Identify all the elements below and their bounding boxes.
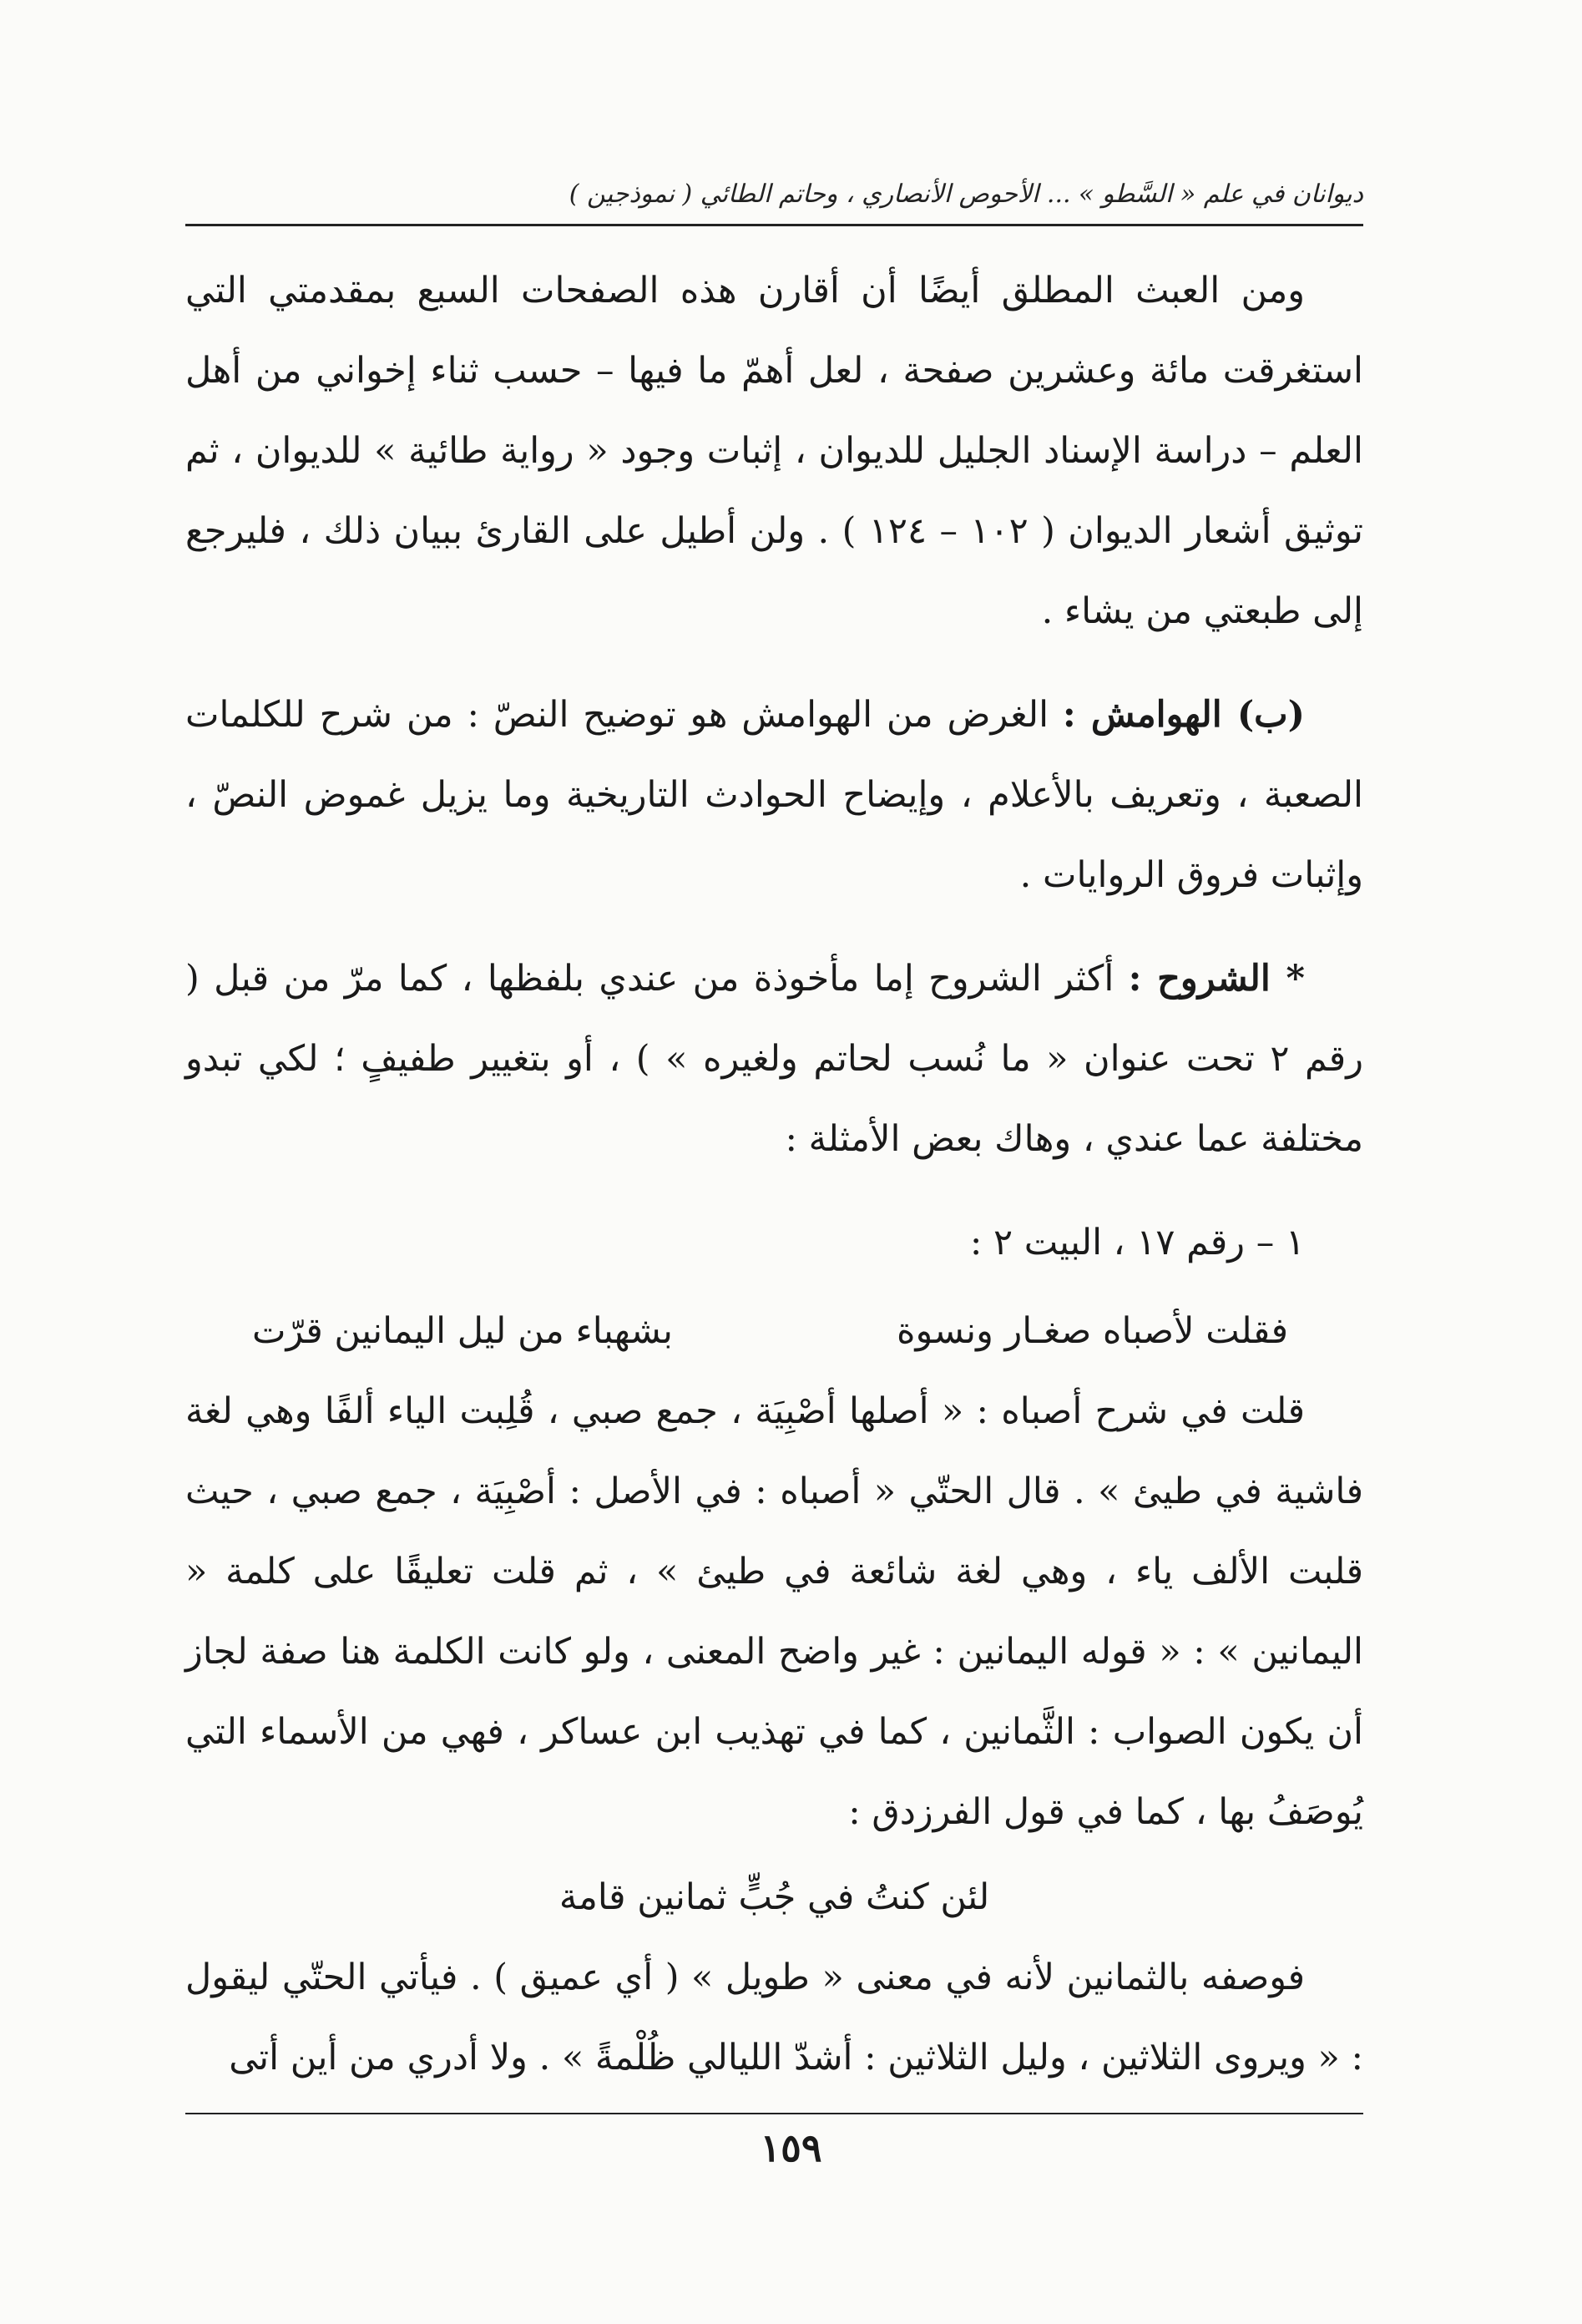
header-rule	[185, 224, 1363, 226]
section-heading-hawamish: (ب) الهوامش :	[1062, 694, 1305, 736]
verse-line	[185, 1291, 1363, 1371]
verse-hemistich-second: بشهباء من ليل اليمانين قرّت	[252, 1310, 673, 1352]
paragraph-3	[185, 939, 1363, 1179]
page-body	[185, 251, 1363, 2098]
verse-line-2: لئن كنتُ في جُبٍّ ثمانين قامة	[559, 1876, 990, 1918]
footer-rule	[185, 2113, 1363, 2114]
section-heading-shuruh: * الشروح :	[1128, 958, 1305, 1000]
running-head: ديوانان في علم « السَّطو » ... الأحوص الأنصاري ، وحاتم الطائي ( نموذجين )	[569, 180, 1363, 209]
paragraph-1: ومن العبث المطلق أيضًا أن أقارن هذه الصفحات السبع بمقدمتي التي استغرقت مائة وعشرين صفحة ، لعل أهمّ ما فيها – حسب ثناء إخواني من أهل العلم – دراسة الإسناد الجليل للديوان ، إثبات وجود « رواية طائية » للديوان ، ثم توثيق أشعار الديوان ( ١٠٢ – ١٢٤ ) . ولن أطيل على القارئ ببيان ذلك ، فليرجع إلى طبعتي من يشاء .	[185, 270, 1363, 632]
paragraph-2-text: الغرض من الهوامش هو توضيح النصّ : من شرح للكلمات الصعبة ، وتعريف بالأعلام ، وإيضاح الحوادث التاريخية وما يزيل غموض النصّ ، وإثبات فروق الروايات .	[185, 694, 1363, 896]
page-number: ١٥٩	[760, 2125, 822, 2170]
paragraph-5: فوصفه بالثمانين لأنه في معنى « طويل » ( أي عميق ) . فيأتي الحتّي ليقول : « ويروى الثلاثين ، وليل الثلاثين : أشدّ الليالي ظُلْمةً » . ولا أدري من أين أتى	[185, 1957, 1363, 2078]
example-label: ١ – رقم ١٧ ، البيت ٢ :	[969, 1222, 1305, 1263]
paragraph-3-text: أكثر الشروح إما مأخوذة من عندي بلفظها ، كما مرّ من قبل ( رقم ٢ تحت عنوان « ما نُسب لحاتم ولغيره » ) ، أو بتغيير طفيفٍ ؛ لكي تبدو مختلفة عما عندي ، وهاك بعض الأمثلة :	[185, 958, 1363, 1160]
paragraph-2	[185, 675, 1363, 915]
verse-hemistich-first: فقلت لأصباه صغـار ونسوة	[897, 1310, 1288, 1352]
paragraph-4: قلت في شرح أصباه : « أصلها أصْبِيَة ، جمع صبي ، قُلِبت الياء ألفًا وهي لغة فاشية في طيئ » . قال الحتّي « أصباه : في الأصل : أصْبِيَة ، جمع صبي ، حيث قلبت الألف ياء ، وهي لغة شائعة في طيئ » ، ثم قلت تعليقًا على كلمة « اليمانين » : « قوله اليمانين : غير واضح المعنى ، ولو كانت الكلمة هنا صفة لجاز أن يكون الصواب : الثَّمانين ، كما في تهذيب ابن عساكر ، فهي من الأسماء التي يُوصَفُ بها ، كما في قول الفرزدق :	[185, 1390, 1363, 1833]
